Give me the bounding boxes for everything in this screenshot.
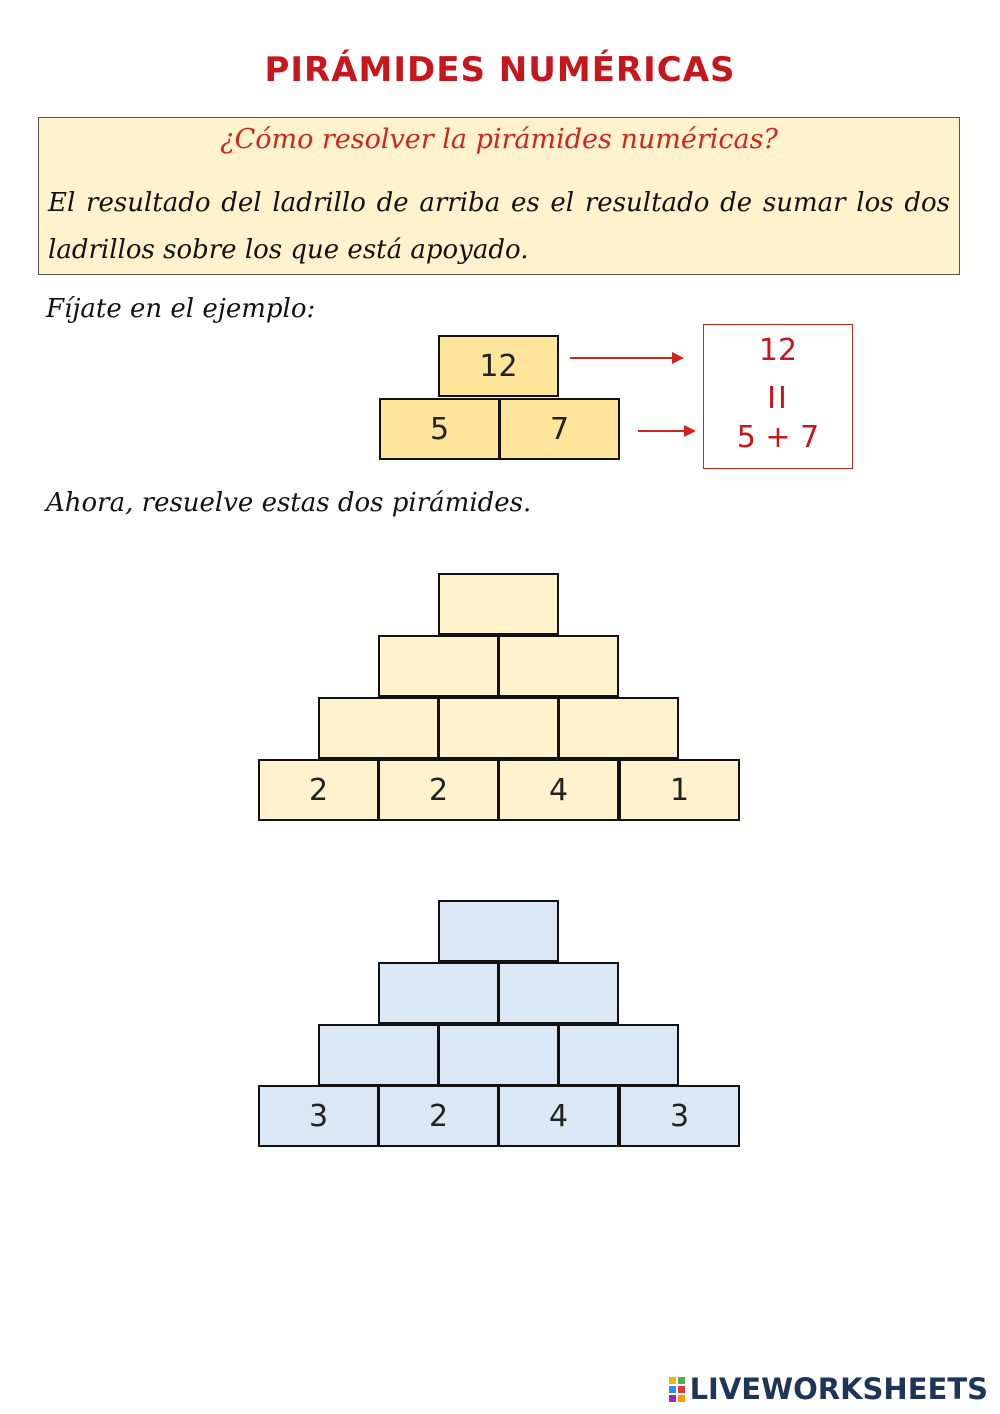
pyramid2-base-brick: 3	[619, 1085, 740, 1147]
answer-equals: II	[767, 381, 789, 416]
logo-text: LIVEWORKSHEETS	[689, 1372, 988, 1406]
pyramid2-brick-r2-2[interactable]	[438, 1024, 559, 1086]
example-top-brick: 12	[438, 335, 559, 397]
pyramid1-base-brick: 4	[498, 759, 619, 821]
instructions-body: El resultado del ladrillo de arriba es el resultado de sumar los dos ladrillos sobre los que está apoyado.	[48, 188, 950, 265]
pyramid1-base-brick: 2	[258, 759, 379, 821]
liveworksheets-logo	[669, 1372, 988, 1406]
page-title: PIRÁMIDES NUMÉRICAS	[264, 50, 736, 90]
answer-sum: 5 + 7	[736, 420, 820, 455]
instructions-heading: ¿Cómo resolver la pirámides numéricas?	[220, 124, 778, 155]
pyramid1-brick-r3-2[interactable]	[498, 635, 619, 697]
pyramid1-brick-r3-1[interactable]	[378, 635, 499, 697]
pyramid2-base-brick: 2	[378, 1085, 499, 1147]
example-bottom-left-brick: 5	[379, 398, 500, 460]
example-answer-box	[703, 324, 853, 469]
pyramid1-base-brick: 2	[378, 759, 499, 821]
pyramid2-brick-r3-2[interactable]	[498, 962, 619, 1024]
example-bottom-right-brick: 7	[499, 398, 620, 460]
answer-top: 12	[758, 333, 798, 368]
pyramid1-brick-r2-1[interactable]	[318, 697, 439, 759]
instructions-box	[38, 117, 960, 275]
pyramid1-brick-r4-1[interactable]	[438, 573, 559, 635]
pyramid1-brick-r2-3[interactable]	[558, 697, 679, 759]
pyramid2-brick-r2-1[interactable]	[318, 1024, 439, 1086]
instruction-text: Ahora, resuelve estas dos pirámides.	[46, 488, 532, 518]
pyramid1-base-brick: 1	[619, 759, 740, 821]
pyramid2-brick-r3-1[interactable]	[378, 962, 499, 1024]
pyramid2-base-brick: 3	[258, 1085, 379, 1147]
logo-grid-icon	[669, 1377, 685, 1402]
arrow-right-icon	[638, 430, 686, 432]
example-label: Fíjate en el ejemplo:	[46, 294, 316, 324]
pyramid2-brick-r4-1[interactable]	[438, 900, 559, 962]
pyramid2-base-brick: 4	[498, 1085, 619, 1147]
pyramid2-brick-r2-3[interactable]	[558, 1024, 679, 1086]
arrow-right-icon	[570, 357, 674, 359]
pyramid1-brick-r2-2[interactable]	[438, 697, 559, 759]
